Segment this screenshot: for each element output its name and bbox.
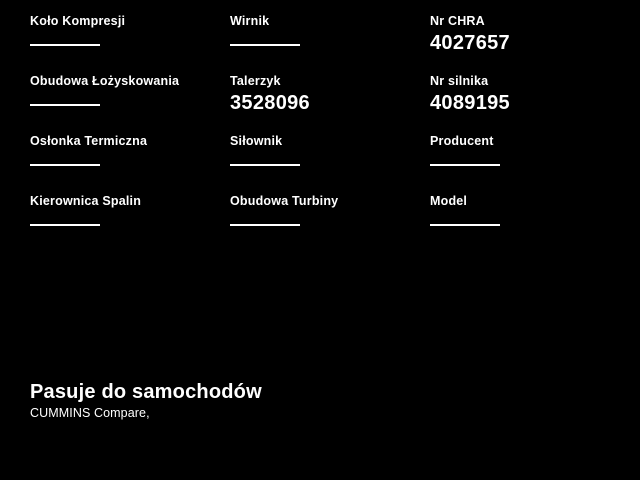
spec-label: Wirnik	[230, 14, 270, 28]
spec-divider	[230, 224, 300, 226]
spec-label: Obudowa Łożyskowania	[30, 74, 180, 88]
spec-cell-silownik	[230, 134, 430, 194]
spec-cell-obudowa-turbiny	[230, 194, 430, 254]
spec-label: Obudowa Turbiny	[230, 194, 339, 208]
spec-divider	[430, 224, 500, 226]
spec-label: Koło Kompresji	[30, 14, 126, 28]
spec-cell-kierownica-spalin	[30, 194, 230, 254]
spec-divider	[230, 164, 300, 166]
spec-cell-producent	[430, 134, 590, 194]
spec-divider	[30, 224, 100, 226]
spec-value: 3528096	[230, 92, 310, 114]
spec-divider	[430, 164, 500, 166]
fits-vehicles-section	[30, 380, 610, 421]
spec-label: Kierownica Spalin	[30, 194, 142, 208]
spec-cell-wirnik	[230, 14, 430, 74]
spec-cell-kolo-kompresji	[30, 14, 230, 74]
spec-cell-oslonka-termiczna	[30, 134, 230, 194]
spec-cell-nr-chra	[430, 14, 590, 74]
spec-value: 4027657	[430, 32, 510, 54]
spec-label: Producent	[430, 134, 494, 148]
spec-cell-model	[430, 194, 590, 254]
spec-divider	[230, 44, 300, 46]
spec-value: 4089195	[430, 92, 510, 114]
spec-cell-obudowa-lozyskowania	[30, 74, 230, 134]
spec-label: Talerzyk	[230, 74, 281, 88]
specification-grid	[30, 14, 590, 254]
spec-label: Model	[430, 194, 468, 208]
fits-vehicles-list: CUMMINS Compare,	[30, 406, 150, 420]
fits-vehicles-title: Pasuje do samochodów	[30, 381, 262, 403]
spec-divider	[30, 104, 100, 106]
spec-cell-talerzyk	[230, 74, 430, 134]
spec-label: Osłonka Termiczna	[30, 134, 148, 148]
spec-divider	[30, 164, 100, 166]
spec-label: Nr silnika	[430, 74, 489, 88]
spec-label: Nr CHRA	[430, 14, 485, 28]
spec-cell-nr-silnika	[430, 74, 590, 134]
spec-label: Siłownik	[230, 134, 283, 148]
spec-divider	[30, 44, 100, 46]
